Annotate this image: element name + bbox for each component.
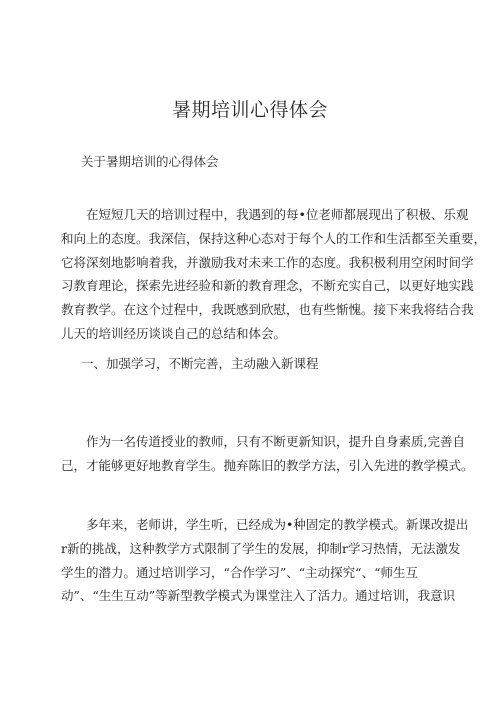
- paragraph-line: 多年来，老师讲，学生听，已经成为•种固定的教学模式。新课改提出: [86, 517, 469, 532]
- page-title: 暑期培训心得体会: [171, 99, 328, 121]
- paragraph-intro: [61, 203, 487, 346]
- paragraph-line: 教育教学。在这个过程中，我既感到欣慰，也有些惭愧。接下来我将结合我: [61, 302, 474, 318]
- section-heading: 一、加强学习，不断完善，主动融入新课程: [81, 356, 319, 371]
- paragraph-line: 学生的潜力。通过培训学习，“合作学习”、“主动探究“、“师生互: [61, 564, 418, 580]
- paragraph-line: 儿天的培训经历谈谈自己的总结和体会。: [61, 325, 287, 341]
- paragraph-line: 动”、“生生互动”等新型教学模式为课堂注入了活力。通过培训，我意识: [61, 588, 456, 604]
- paragraph-line: 它将深刻地影响着我，并激励我对未来工作的态度。我积极利用空闲时间学: [61, 254, 474, 270]
- document-subtitle: 关于暑期培训的心得体会: [81, 154, 219, 169]
- paragraph-line: 和向上的态度。我深信，保持这种心态对于每个人的工作和生活都至关重要，: [61, 230, 487, 246]
- paragraph-teacher: [61, 430, 474, 478]
- paragraph-line: 习教育理论，探索先进经验和新的教育理念，不断充实自己，以更好地实践: [61, 278, 474, 294]
- paragraph-line: 己，才能够更好地教育学生。抛弃陈旧的教学方法，引入先进的教学模式。: [61, 457, 474, 473]
- paragraph-teaching-mode: [61, 513, 469, 608]
- paragraph-line: 在短短几天的培训过程中，我遇到的每•位老师都展现出了积极、乐观: [86, 207, 469, 222]
- paragraph-line: 作为一名传道授业的教师，只有不断更新知识，提升自身素质,完善自: [86, 434, 465, 449]
- paragraph-line: r新的挑战，这种教学方式限制了学生的发展，抑制r学习热情，无法激发: [61, 540, 461, 556]
